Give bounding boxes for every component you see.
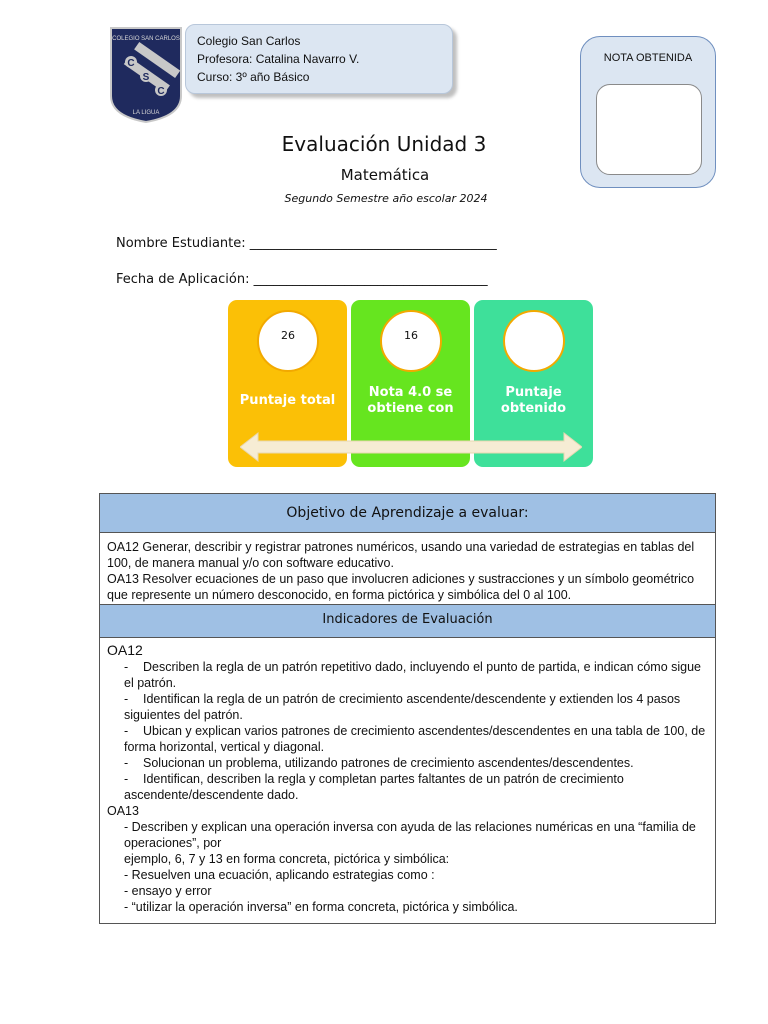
score-value: 26	[281, 329, 295, 342]
oa12-item: - Identifican, describen la regla y completan partes faltantes de un patrón de crecimiento ascendente/descendente dado.	[124, 772, 624, 802]
score-circle	[380, 310, 442, 372]
objective-oa12: OA12 Generar, describir y registrar patrones numéricos, usando una variedad de estrategias en tablas del 100, de manera manual y/o con software educativo.	[107, 540, 695, 570]
oa13-line: ejemplo, 6, 7 y 13 en forma concreta, pictórica y simbólica:	[124, 852, 450, 866]
double-arrow-icon	[240, 432, 582, 462]
course-label: Curso: 3º año Básico	[197, 70, 310, 84]
school-logo	[109, 26, 183, 124]
application-date-field[interactable]: Fecha de Aplicación: ____________________________________	[116, 272, 488, 287]
logo-letter-3: C	[157, 86, 165, 97]
logo-text-bottom: LA LIGUA	[132, 110, 160, 116]
grade-field[interactable]	[596, 84, 702, 175]
indicators-header: Indicadores de Evaluación	[100, 604, 715, 638]
oa12-item: - Ubican y explican varios patrones de crecimiento ascendentes/descendentes en una tabla de 100, de forma horizontal, vertical y diagonal.	[124, 724, 706, 754]
score-label: Nota 4.0 se obtiene con	[367, 385, 454, 416]
objectives-text	[107, 539, 707, 603]
logo-text-top: COLEGIO SAN CARLOS	[112, 36, 180, 42]
score-value: 16	[404, 329, 418, 342]
score-label: Puntaje total	[239, 393, 336, 408]
logo-letter-1: C	[127, 58, 135, 69]
oa12-item: - Describen la regla de un patrón repetitivo dado, incluyendo el punto de partida, e indican cómo sigue el patrón.	[124, 660, 702, 690]
oa12-title: OA12	[107, 642, 143, 658]
oa12-item: - Solucionan un problema, utilizando patrones de crecimiento ascendentes/descendentes.	[124, 756, 634, 770]
grade-label: NOTA OBTENIDA	[603, 52, 693, 64]
header-info-box	[185, 24, 453, 94]
student-name-field[interactable]: Nombre Estudiante: ______________________________________	[116, 236, 497, 251]
score-circle	[257, 310, 319, 372]
oa12-item-text: Solucionan un problema, utilizando patrones de crecimiento ascendentes/descendentes.	[143, 756, 634, 770]
oa13-line: - “utilizar la operación inversa” en forma concreta, pictórica y simbólica.	[124, 900, 518, 914]
score-label: Puntaje obtenido	[500, 385, 567, 416]
oa12-item-text: Identifican, describen la regla y completan partes faltantes de un patrón de crecimiento ascendente/descendente dado.	[124, 772, 624, 802]
oa13-line: - Describen y explican una operación inversa con ayuda de las relaciones numéricas en una “familia de operaciones”, por	[124, 820, 696, 850]
oa13-line: - Resuelven una ecuación, aplicando estrategias como :	[124, 868, 435, 882]
objectives-table	[99, 493, 716, 924]
subject-title: Matemática	[340, 166, 430, 184]
logo-letter-2: S	[142, 72, 150, 83]
oa13-line: - ensayo y error	[124, 884, 212, 898]
period-subtitle: Segundo Semestre año escolar 2024	[284, 192, 488, 205]
objective-oa13: OA13 Resolver ecuaciones de un paso que involucren adiciones y sustracciones y un símbolo geométrico que represente un número desconocido, en forma pictórica y simbólica del 0 al 100.	[107, 572, 695, 602]
oa13-title: OA13	[107, 804, 139, 818]
oa12-item: - Identifican la regla de un patrón de crecimiento ascendente/descendente y extienden los 4 pasos siguientes del patrón.	[124, 692, 681, 722]
oa12-item-text: Identifican la regla de un patrón de crecimiento ascendente/descendente y extienden los 4 pasos siguientes del patrón.	[124, 692, 681, 722]
page-title: Evaluación Unidad 3	[281, 132, 487, 156]
teacher-name: Profesora: Catalina Navarro V.	[197, 52, 360, 66]
indicators-block	[107, 642, 707, 915]
school-name: Colegio San Carlos	[197, 34, 301, 48]
objective-header: Objetivo de Aprendizaje a evaluar:	[100, 494, 715, 533]
oa12-item-text: Ubican y explican varios patrones de crecimiento ascendentes/descendentes en una tabla de 100, de forma horizontal, vertical y diagonal.	[124, 724, 706, 754]
oa12-item-text: Describen la regla de un patrón repetitivo dado, incluyendo el punto de partida, e indican cómo sigue el patrón.	[124, 660, 702, 690]
score-circle[interactable]	[503, 310, 565, 372]
